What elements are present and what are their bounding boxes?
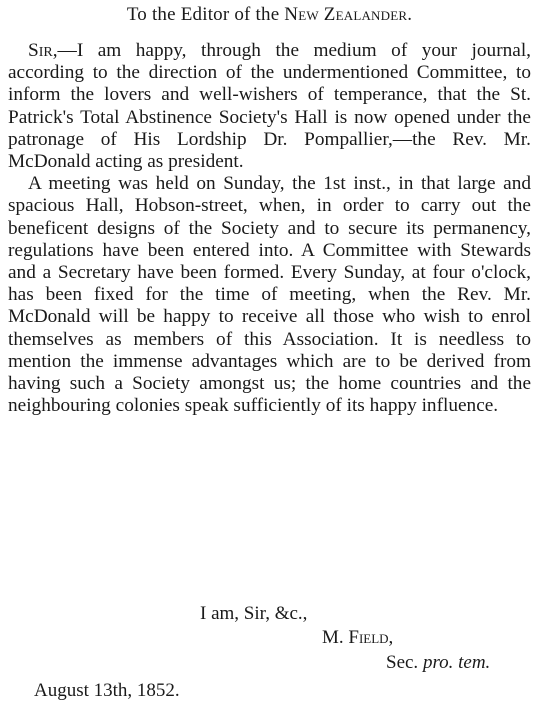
signer-name: M. Field,: [322, 627, 394, 648]
signer-title-italic: pro. tem.: [422, 652, 491, 673]
closing-line: I am, Sir, &c.,: [200, 603, 308, 624]
letter-heading: [0, 4, 539, 26]
paragraph-1-text: —I am happy, through the medium of your journal, according to the direction of the undermentioned Committee, to inform the lovers and well-wishers of temperance, that the St. Patrick's Total Abstinence Society's Hall is now opened under the patronage of His Lordship Dr. Pompallier,—the Rev. Mr. McDonald acting as president.: [8, 40, 531, 173]
salutation: Sir,: [28, 40, 58, 61]
heading-prefix: To the Editor of the: [126, 4, 280, 25]
letter-body: [8, 40, 531, 417]
signer-title: [386, 652, 490, 674]
newspaper-name: New Zealander.: [284, 4, 413, 25]
paragraph-1: [8, 40, 531, 173]
signer-title-prefix: Sec.: [386, 652, 419, 673]
paragraph-2: A meeting was held on Sunday, the 1st inst., in that large and spacious Hall, Hobson-street, when, in order to carry out the beneficent designs of the Society and to secure its permanency, regulations have been entered into. A Committee with Stewards and a Secretary have been formed. Every Sunday, at four o'clock, has been fixed for the time of meeting, when the Rev. Mr. McDonald will be happy to receive all those who wish to enrol themselves as members of this Association. It is needless to mention the immense advantages which are to be derived from having such a Society amongst us; the home countries and the neighbouring colonies speak sufficiently of its happy influence.: [8, 173, 531, 417]
letter-date: August 13th, 1852.: [34, 680, 180, 701]
